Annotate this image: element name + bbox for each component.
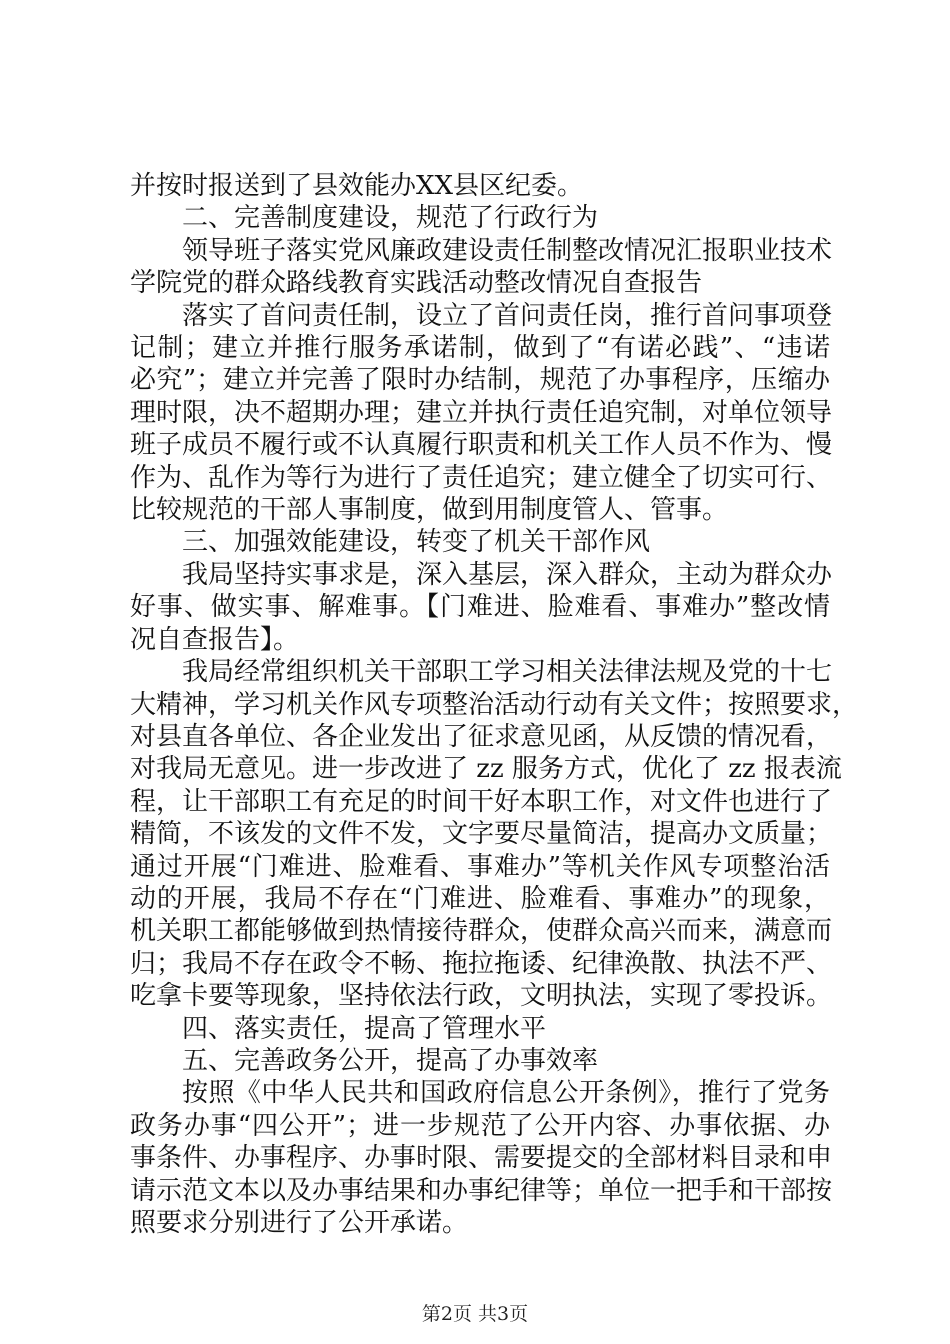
- document-line: 对县直各单位、各企业发出了征求意见函，从反馈的情况看，: [130, 721, 833, 752]
- document-line: 我局坚持实事求是，深入基层，深入群众，主动为群众办: [182, 559, 833, 590]
- document-line: 理时限，决不超期办理；建立并执行责任追究制，对单位领导: [130, 397, 833, 428]
- document-line: 按照《中华人民共和国政府信息公开条例》，推行了党务: [182, 1078, 830, 1109]
- document-line: 我局经常组织机关干部职工学习相关法律法规及党的十七: [182, 657, 833, 688]
- document-line: 学院党的群众路线教育实践活动整改情况自查报告: [130, 268, 703, 299]
- document-line: 照要求分别进行了公开承诺。: [130, 1208, 469, 1238]
- document-line: 班子成员不履行或不认真履行职责和机关工作人员不作为、慢: [130, 430, 833, 461]
- document-line: 四、落实责任，提高了管理水平: [182, 1013, 547, 1044]
- document-line: 对我局无意见。进一步改进了 zz 服务方式，优化了 zz 报表流: [130, 754, 842, 785]
- document-line: 吃拿卡要等现象，坚持依法行政，文明执法，实现了零投诉。: [130, 981, 833, 1012]
- document-line: 大精神，学习机关作风专项整治活动行动有关文件；按照要求，: [130, 689, 859, 720]
- document-line: 记制；建立并推行服务承诺制，做到了“有诺必践”、“违诺: [130, 333, 830, 364]
- page-number-footer: 第2页 共3页: [421, 1303, 529, 1325]
- document-line: 并按时报送到了县效能办XX县区纪委。: [130, 171, 584, 201]
- document-line: 五、完善政务公开，提高了办事效率: [182, 1045, 599, 1076]
- document-line: 二、完善制度建设，规范了行政行为: [182, 203, 599, 234]
- document-line: 机关职工都能够做到热情接待群众，使群众高兴而来，满意而: [130, 916, 833, 947]
- document-line: 比较规范的干部人事制度，做到用制度管人、管事。: [130, 495, 729, 526]
- document-line: 精简，不该发的文件不发，文字要尽量简洁，提高办文质量；: [130, 819, 833, 850]
- document-line: 作为、乱作为等行为进行了责任追究；建立健全了切实可行、: [130, 462, 833, 493]
- document-line: 好事、做实事、解难事。【门难进、脸难看、事难办”整改情: [130, 592, 830, 623]
- document-line: 况自查报告】。: [130, 624, 300, 655]
- document-line: 归；我局不存在政令不畅、拖拉拖诿、纪律涣散、执法不严、: [130, 948, 833, 979]
- document-line: 政务办事“四公开”；进一步规范了公开内容、办事依据、办: [130, 1110, 830, 1141]
- document-line: 三、加强效能建设，转变了机关干部作风: [182, 527, 651, 558]
- document-body: [130, 170, 859, 1239]
- document-line: 领导班子落实党风廉政建设责任制整改情况汇报职业技术: [182, 235, 833, 266]
- document-line: 落实了首问责任制，设立了首问责任岗，推行首问事项登: [182, 300, 833, 331]
- document-line: 通过开展“门难进、脸难看、事难办”等机关作风专项整治活: [130, 851, 830, 882]
- document-line: 事条件、办事程序、办事时限、需要提交的全部材料目录和申: [130, 1143, 833, 1174]
- document-line: 必究”；建立并完善了限时办结制，规范了办事程序，压缩办: [130, 365, 830, 396]
- document-line: 请示范文本以及办事结果和办事纪律等；单位一把手和干部按: [130, 1175, 833, 1206]
- document-line: 动的开展，我局不存在“门难进、脸难看、事难办”的现象，: [130, 883, 830, 914]
- document-line: 程，让干部职工有充足的时间干好本职工作，对文件也进行了: [130, 786, 833, 817]
